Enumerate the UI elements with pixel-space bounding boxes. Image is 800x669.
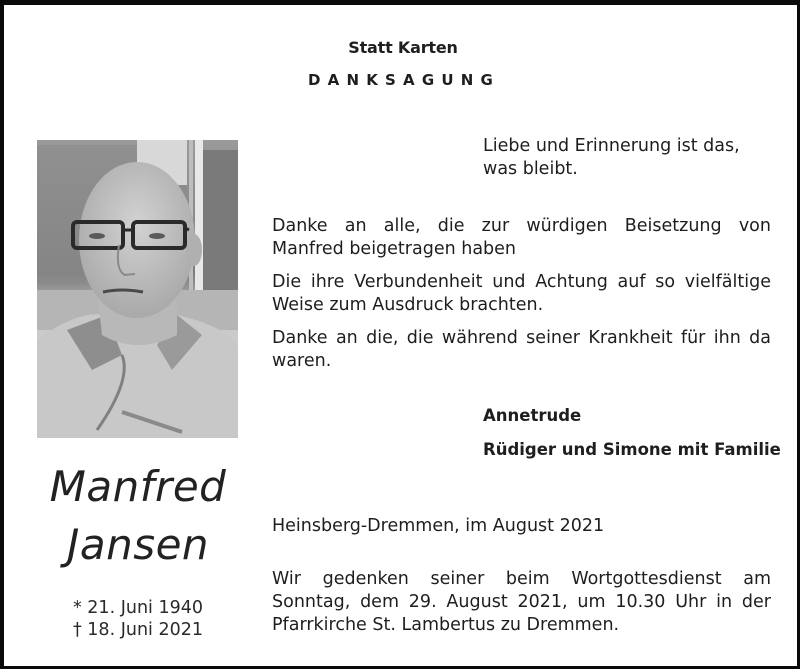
title-danksagung: DANKSAGUNG (307, 71, 500, 89)
deceased-first-name: Manfred (49, 462, 227, 511)
service-line-2: Sonntag, dem 29. August 2021, um 10.30 Uhr in der (272, 592, 771, 612)
quote-line-1: Liebe und Erinnerung ist das, (483, 136, 740, 156)
portrait-photo (37, 140, 238, 438)
quote (483, 135, 740, 181)
thanks-paragraph-1-line-1: Danke an alle, die zur würdigen Beisetzung von (272, 216, 771, 236)
thanks-paragraph-2: Die ihre Verbundenheit und Achtung auf so vielfältige Weise zum Ausdruck brachten. (272, 272, 771, 315)
signature-family: Rüdiger und Simone mit Familie (483, 440, 781, 459)
deceased-last-name: Jansen (66, 520, 210, 569)
birth-date: * 21. Juni 1940 (72, 598, 203, 618)
place-and-date: Heinsberg-Dremmen, im August 2021 (272, 516, 605, 536)
thanks-paragraph-1 (272, 215, 771, 261)
service-line-3: Pfarrkirche St. Lambertus zu Dremmen. (272, 615, 620, 635)
memorial-service-notice (272, 568, 771, 637)
quote-line-2: was bleibt. (483, 159, 578, 179)
thanks-paragraph-1-line-2: Manfred beigetragen haben (272, 239, 517, 259)
subtitle-statt-karten: Statt Karten (348, 38, 458, 57)
thanks-paragraph-3: Danke an die, die während seiner Krankheit für ihn da waren. (272, 328, 771, 371)
signature-annetrude: Annetrude (483, 406, 582, 425)
service-line-1: Wir gedenken seiner beim Wortgottesdienst am (272, 569, 771, 589)
death-date: † 18. Juni 2021 (72, 620, 203, 640)
